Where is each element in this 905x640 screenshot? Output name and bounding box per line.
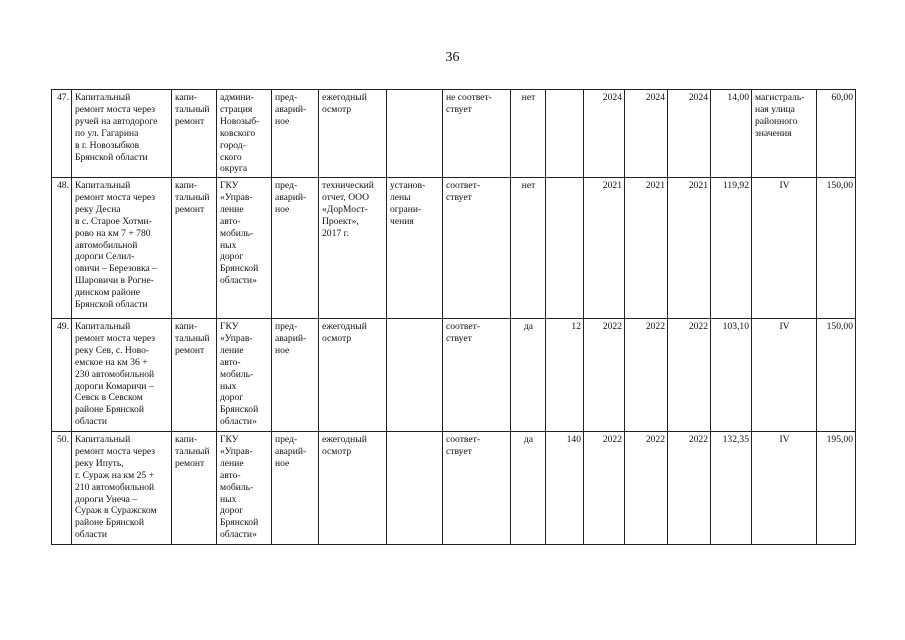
year-middle: 2021 xyxy=(625,178,668,319)
owner: ГКУ «Управ- ление авто- мобиль- ных дорог Брянской области» xyxy=(217,432,272,545)
cost: 60,00 xyxy=(817,90,856,178)
inspection-basis: ежегодный осмотр xyxy=(319,432,387,545)
year-middle: 2024 xyxy=(625,90,668,178)
load-limit: нет xyxy=(511,178,546,319)
length: 12 xyxy=(546,319,584,432)
year-end: 2021 xyxy=(668,178,711,319)
row-number: 49. xyxy=(52,319,72,432)
traffic-restriction xyxy=(387,90,443,178)
object-name: Капитальный ремонт моста через ручей на автодороге по ул. Гагарина в г. Новозыбков Брянской области xyxy=(72,90,172,178)
cost: 150,00 xyxy=(817,319,856,432)
page-number: 36 xyxy=(445,50,460,65)
inspection-basis: ежегодный осмотр xyxy=(319,319,387,432)
year-start: 2024 xyxy=(584,90,625,178)
object-name: Капитальный ремонт моста через реку Десна в с. Старое Хотми- рово на км 7 + 780 автомобильной дороги Селил- овичи – Березовка – Шаровичи в Рогне- динском районе Брянской области xyxy=(72,178,172,319)
year-middle: 2022 xyxy=(625,432,668,545)
year-start: 2021 xyxy=(584,178,625,319)
load-limit: нет xyxy=(511,90,546,178)
load-limit: да xyxy=(511,319,546,432)
year-end: 2022 xyxy=(668,319,711,432)
work-type: капи- тальный ремонт xyxy=(172,432,217,545)
inspection-basis: технический отчет, ООО «ДорМост- Проект», 2017 г. xyxy=(319,178,387,319)
row-number: 50. xyxy=(52,432,72,545)
year-end: 2022 xyxy=(668,432,711,545)
amount: 103,10 xyxy=(711,319,752,432)
year-end: 2024 xyxy=(668,90,711,178)
road-category: IV xyxy=(752,432,817,545)
owner: ГКУ «Управ- ление авто- мобиль- ных дорог Брянской области» xyxy=(217,319,272,432)
inspection-basis: ежегодный осмотр xyxy=(319,90,387,178)
road-category: IV xyxy=(752,178,817,319)
compliance: соответ- ствует xyxy=(443,432,511,545)
year-start: 2022 xyxy=(584,319,625,432)
amount: 14,00 xyxy=(711,90,752,178)
technical-state: пред- аварий- ное xyxy=(272,432,319,545)
row-number: 48. xyxy=(52,178,72,319)
technical-state: пред- аварий- ное xyxy=(272,90,319,178)
table-row xyxy=(52,432,856,545)
length xyxy=(546,178,584,319)
compliance: соответ- ствует xyxy=(443,319,511,432)
load-limit: да xyxy=(511,432,546,545)
work-type: капи- тальный ремонт xyxy=(172,319,217,432)
technical-state: пред- аварий- ное xyxy=(272,178,319,319)
amount: 132,35 xyxy=(711,432,752,545)
cost: 195,00 xyxy=(817,432,856,545)
length: 140 xyxy=(546,432,584,545)
work-type: капи- тальный ремонт xyxy=(172,90,217,178)
cost: 150,00 xyxy=(817,178,856,319)
year-start: 2022 xyxy=(584,432,625,545)
object-name: Капитальный ремонт моста через реку Сев, с. Ново- емское на км 36 + 230 автомобильной дороги Комаричи – Севск в Севском районе Брянской области xyxy=(72,319,172,432)
amount: 119,92 xyxy=(711,178,752,319)
traffic-restriction xyxy=(387,432,443,545)
traffic-restriction xyxy=(387,319,443,432)
road-category: магистраль- ная улица районного значения xyxy=(752,90,817,178)
table-row xyxy=(52,178,856,319)
owner: админи- страция Новозыб- ковского город- ского округа xyxy=(217,90,272,178)
length xyxy=(546,90,584,178)
table-row xyxy=(52,90,856,178)
object-name: Капитальный ремонт моста через реку Ипуть, г. Сураж на км 25 + 210 автомобильной дороги Унеча – Сураж в Суражском районе Брянской области xyxy=(72,432,172,545)
road-category: IV xyxy=(752,319,817,432)
compliance: не соответ- ствует xyxy=(443,90,511,178)
compliance: соответ- ствует xyxy=(443,178,511,319)
work-type: капи- тальный ремонт xyxy=(172,178,217,319)
technical-state: пред- аварий- ное xyxy=(272,319,319,432)
traffic-restriction: установ- лены ограни- чения xyxy=(387,178,443,319)
owner: ГКУ «Управ- ление авто- мобиль- ных дорог Брянской области» xyxy=(217,178,272,319)
year-middle: 2022 xyxy=(625,319,668,432)
bridge-repair-table xyxy=(51,89,856,545)
row-number: 47. xyxy=(52,90,72,178)
table-row xyxy=(52,319,856,432)
